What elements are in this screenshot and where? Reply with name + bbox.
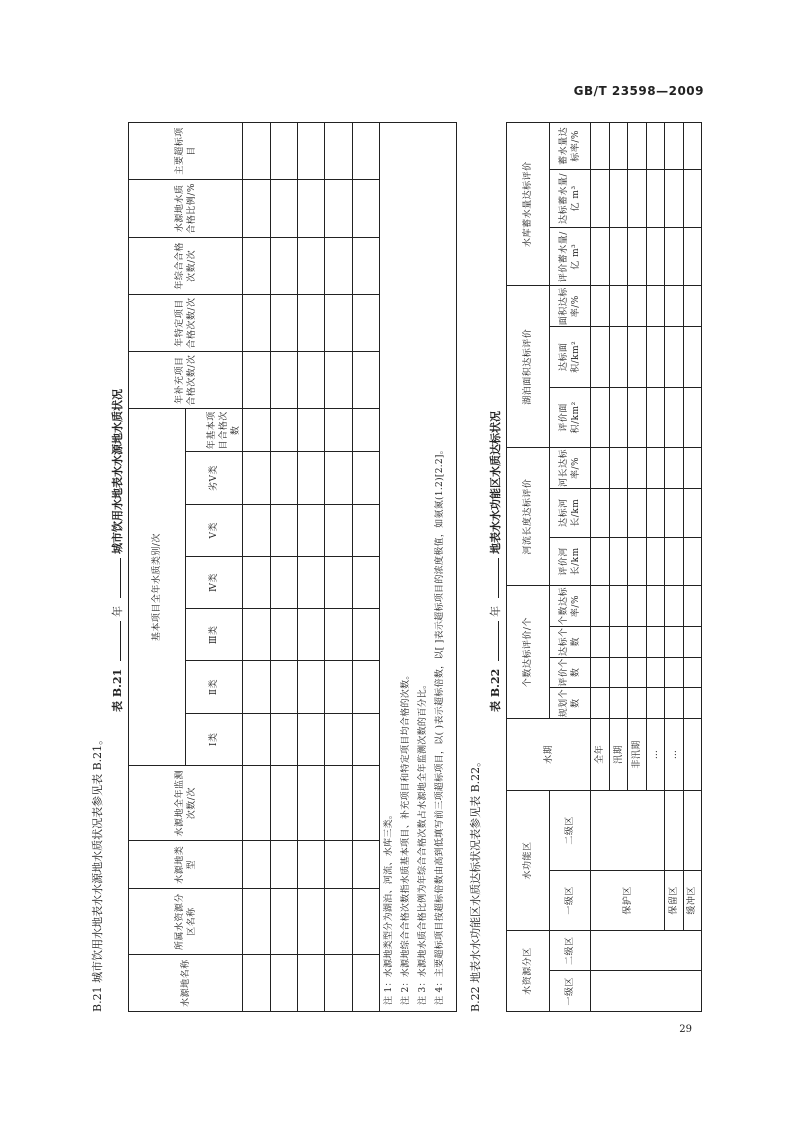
table-row bbox=[297, 123, 324, 1012]
b22-row-protect: 保护区 bbox=[591, 870, 665, 930]
b21-note-2: 注 2：水源地综合合格次数指水质基本项目、补充项目和特定项目均合格的次数。 bbox=[401, 670, 411, 1005]
b22-row-all-year: 全年 bbox=[591, 718, 609, 790]
table-row bbox=[683, 123, 701, 1012]
b21-col-monitor: 水源地全年监测次数/次 bbox=[129, 765, 243, 841]
b21-col-spec-pass: 年特定项目合格次数/次 bbox=[129, 294, 243, 351]
table-row bbox=[270, 123, 297, 1012]
b22-table-title: 地表水水功能区水质达标状况 bbox=[489, 411, 502, 555]
b22-table-label: 表 B.22 bbox=[489, 668, 502, 712]
b22-table-title-line bbox=[490, 411, 501, 712]
b21-col-zone: 所属水资源分区名称 bbox=[129, 889, 243, 955]
b22-col-river-pass: 达标河长/km bbox=[550, 488, 591, 537]
b22-row-ellipsis-1: … bbox=[646, 718, 664, 790]
b21-section-heading: B.21 城市饮用水地表水水源地水质状况表参见表 B.21。 bbox=[91, 733, 104, 1012]
b21-col-basic-pass: 年基本项目合格次数 bbox=[205, 409, 242, 452]
b22-col-river-group: 河流长度达标评价 bbox=[507, 448, 550, 586]
b21-col-rate: 水源地水质合格比例/% bbox=[129, 179, 243, 237]
b21-col-supp-pass: 年补充项目合格次数/次 bbox=[129, 352, 243, 409]
page-number: 29 bbox=[679, 1024, 692, 1035]
b21-note-3: 注 3：水源地水质合格比例为年综合合格次数占水源地全年监测次数的百分比。 bbox=[418, 679, 428, 1005]
b21-col-class-3: Ⅲ类 bbox=[185, 609, 243, 661]
b22-col-eval: 评价个数 bbox=[550, 657, 591, 688]
b22-col-func-level-1: 一级区 bbox=[550, 870, 591, 930]
b21-col-overall-pass: 年综合合格次数/次 bbox=[129, 237, 243, 294]
b22-col-wf-zone: 水功能区 bbox=[507, 790, 550, 930]
table-row bbox=[665, 123, 683, 1012]
b22-col-func-level-2: 二级区 bbox=[550, 790, 591, 870]
standard-code: GB/T 23598—2009 bbox=[573, 84, 704, 98]
table-row bbox=[352, 123, 379, 1012]
b22-col-res-rate: 蓄水量达标率/% bbox=[550, 123, 591, 170]
b22-col-pass: 达标个数 bbox=[550, 626, 591, 657]
b22-col-period: 水期 bbox=[507, 718, 591, 790]
b21-note-1: 注 1：水源地类型分为湖泊、河流、水库三类。 bbox=[384, 809, 394, 1005]
b22-col-lake-pass: 达标面积/km² bbox=[550, 327, 591, 388]
b21-col-class-2: Ⅱ类 bbox=[185, 661, 243, 713]
b21-table-title-line bbox=[112, 389, 123, 712]
b22-row-buffer: 缓冲区 bbox=[683, 870, 701, 930]
b22-col-count-rate: 个数达标率/% bbox=[550, 586, 591, 627]
b21-notes-box bbox=[379, 122, 457, 1012]
b22-row-ellipsis-2: … bbox=[665, 718, 683, 790]
b22-col-lake-group: 湖泊面积达标评价 bbox=[507, 286, 550, 448]
b21-year-suffix: 年 bbox=[111, 605, 124, 617]
b22-col-wr-zone: 水资源分区 bbox=[507, 930, 550, 1011]
b21-col-basic-group: 基本项目全年水质类别/次 bbox=[129, 409, 186, 766]
b22-col-river-rate: 河长达标率/% bbox=[550, 448, 591, 489]
b22-year-suffix: 年 bbox=[489, 605, 502, 617]
b22-col-res-eval: 评价蓄水量/亿 m³ bbox=[550, 228, 591, 286]
b22-col-lake-rate: 面积达标率/% bbox=[550, 286, 591, 327]
b21-table-title: 城市饮用水地表水水源地水质状况 bbox=[111, 389, 124, 555]
b21-col-class-5: Ⅴ类 bbox=[185, 504, 243, 556]
b21-table bbox=[128, 122, 380, 1012]
b22-col-count-group: 个数达标评价/个 bbox=[507, 586, 550, 719]
b22-row-nonflood: 非汛期 bbox=[628, 718, 646, 790]
b22-row-flood: 汛期 bbox=[609, 718, 627, 790]
b21-col-source-name: 水源地名称 bbox=[129, 955, 243, 1012]
b22-col-level-1: 一级区 bbox=[550, 971, 591, 1012]
b21-note-4: 注 4：主要超标项目按超标倍数由高到低填写前三项超标项目，以( )表示超标倍数，以[ ]表示超标项目的浓度极值，如氨氮(1.2)[2.2]。 bbox=[435, 444, 445, 1005]
b21-col-class-6: 劣Ⅴ类 bbox=[185, 452, 243, 504]
b22-col-lake-eval: 评价面积/km² bbox=[550, 387, 591, 448]
table-row bbox=[325, 123, 352, 1012]
b21-table-label: 表 B.21 bbox=[111, 668, 124, 712]
b21-col-type: 水源地类型 bbox=[129, 841, 243, 889]
b22-table bbox=[506, 122, 702, 1012]
table-row bbox=[591, 123, 609, 1012]
b21-col-major: 主要超标项目 bbox=[129, 123, 243, 180]
b22-col-level-2: 二级区 bbox=[550, 930, 591, 971]
b22-block bbox=[468, 122, 708, 1012]
b22-row-reserve: 保留区 bbox=[665, 870, 683, 930]
b21-block bbox=[90, 122, 460, 1012]
b22-col-res-group: 水库蓄水量达标评价 bbox=[507, 123, 550, 286]
b22-col-river-eval: 评价河长/km bbox=[550, 537, 591, 586]
table-row bbox=[243, 123, 270, 1012]
b22-col-res-pass: 达标蓄水量/亿 m³ bbox=[550, 169, 591, 227]
b21-col-class-4: Ⅳ类 bbox=[185, 556, 243, 608]
b21-col-class-1: Ⅰ类 bbox=[185, 713, 243, 765]
b22-section-heading: B.22 地表水水功能区水质达标状况表参见表 B.22。 bbox=[469, 755, 482, 1012]
b22-col-plan: 规划个数 bbox=[550, 688, 591, 719]
